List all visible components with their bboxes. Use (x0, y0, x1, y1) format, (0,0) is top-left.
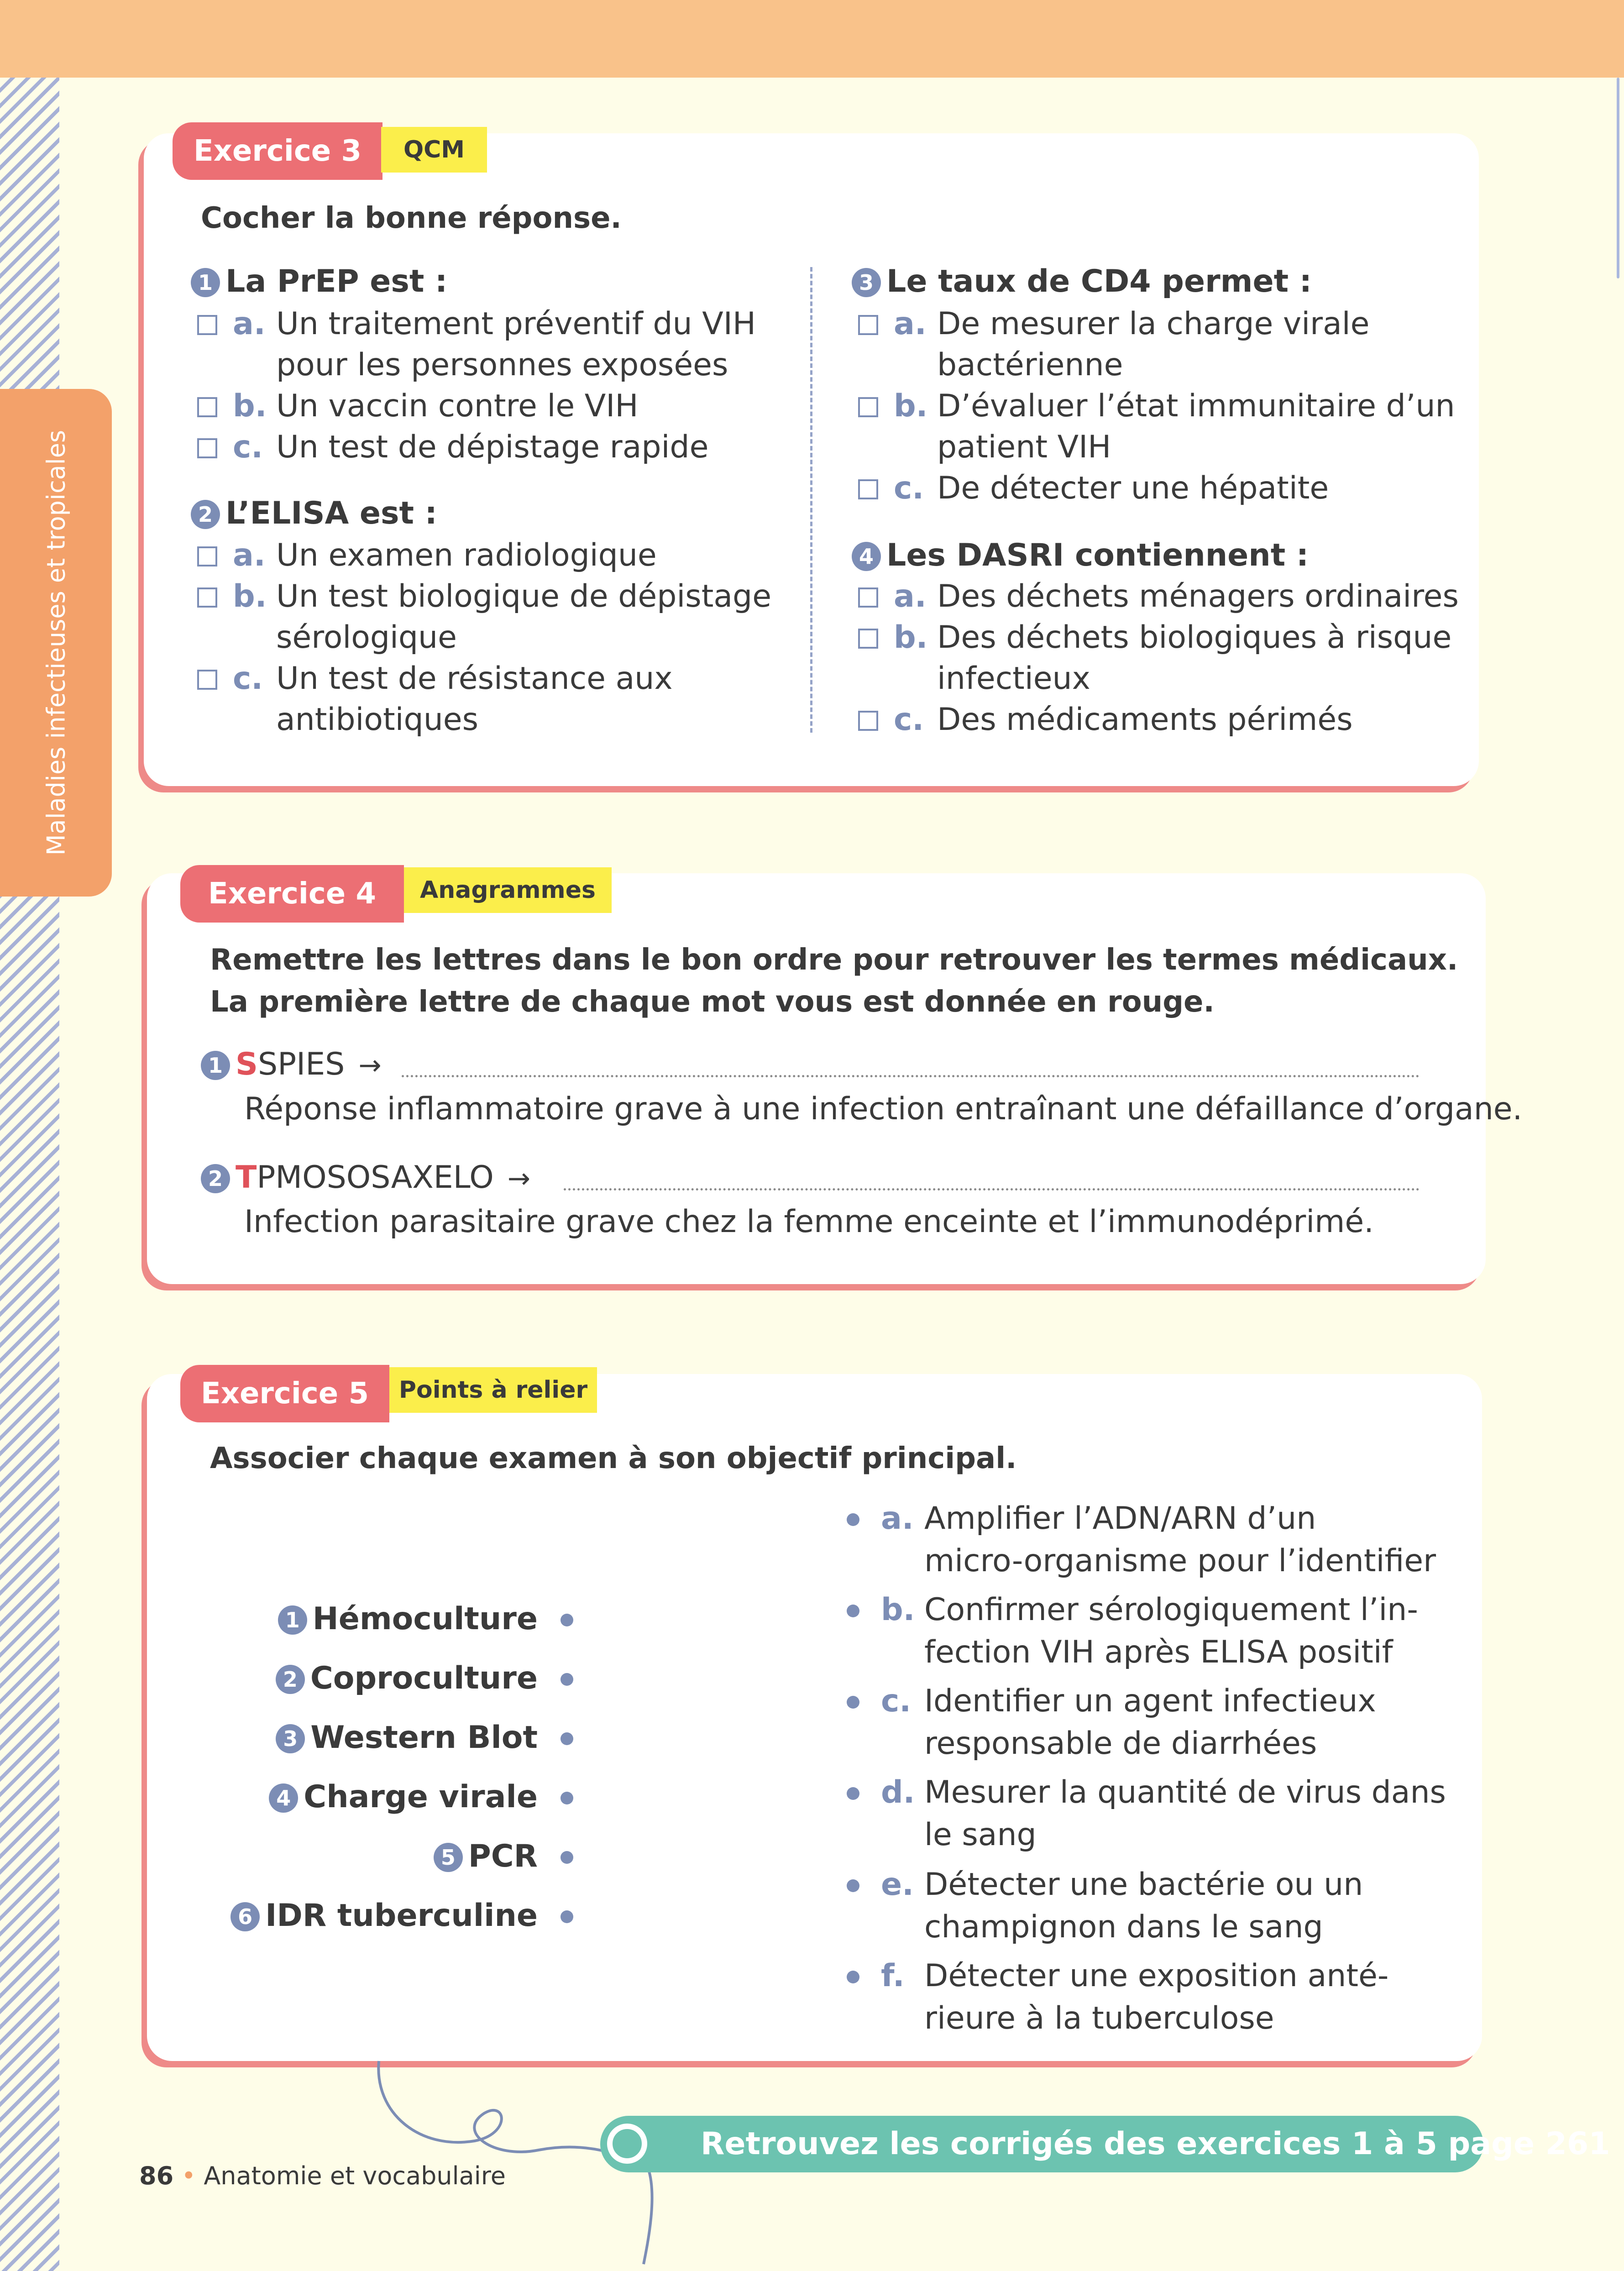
checkbox-q1-c[interactable] (197, 438, 217, 458)
exam-label: IDR tuberculine (265, 1898, 538, 1934)
option-text: pour les personnes exposées (276, 347, 728, 383)
option-text: Des déchets biologiques à risque (937, 619, 1452, 656)
arrow-right-icon: → (358, 1049, 382, 1081)
arrow-right-icon: → (507, 1163, 531, 1195)
connect-point-right-e[interactable] (847, 1879, 859, 1892)
option-text: antibiotiques (276, 702, 479, 738)
checkbox-q2-a[interactable] (197, 546, 217, 566)
option-text: Un examen radiologique (276, 537, 657, 573)
option-letter: b. (894, 388, 928, 424)
footer-separator: • (181, 2161, 196, 2190)
objective-letter: f. (881, 1958, 905, 1994)
anagram-first-letter: T (236, 1159, 257, 1196)
exam-number-badge: 3 (276, 1724, 305, 1753)
objective-text: fection VIH après ELISA positif (924, 1634, 1393, 1670)
book-title: Anatomie et vocabulaire (204, 2161, 506, 2190)
checkbox-q4-a[interactable] (858, 587, 878, 608)
objective-text: rieure à la tuberculose (924, 2000, 1274, 2036)
exercise-5-instruction: Associer chaque examen à son objectif principal. (210, 1442, 1017, 1475)
exercise-5-tag: Points à relier (389, 1367, 597, 1413)
exam-item-5 (434, 1836, 538, 1877)
exam-item-6 (231, 1895, 538, 1936)
anagram-definition: Réponse inflammatoire grave à une infection entraînant une défaillance d’organe. (244, 1091, 1523, 1127)
exam-item-2 (276, 1658, 538, 1699)
answer-line-1[interactable] (402, 1075, 1420, 1077)
answer-line-2[interactable] (564, 1188, 1420, 1191)
option-text: Un test de résistance aux (276, 661, 673, 697)
option-letter: a. (233, 537, 266, 573)
question-4 (852, 535, 1309, 576)
option-letter: c. (894, 470, 924, 506)
page-footer (139, 2161, 506, 2190)
exam-label: Charge virale (304, 1779, 538, 1815)
option-text: De détecter une hépatite (937, 470, 1329, 506)
objective-text: Amplifier l’ADN/ARN d’un (924, 1500, 1316, 1537)
option-text: Un test de dépistage rapide (276, 429, 709, 465)
option-text: Un vaccin contre le VIH (276, 388, 639, 424)
objective-text: micro-organisme pour l’identifier (924, 1543, 1436, 1579)
exam-item-4 (269, 1777, 538, 1818)
question-number-badge: 2 (191, 500, 220, 529)
connect-point-right-f[interactable] (847, 1971, 859, 1983)
objective-letter: c. (881, 1683, 912, 1719)
exercise-4-tab: Exercice 4 (180, 865, 404, 923)
option-letter: a. (233, 306, 266, 342)
question-title: L’ELISA est : (225, 495, 437, 531)
objective-letter: e. (881, 1867, 914, 1903)
exam-number-badge: 5 (434, 1843, 463, 1872)
exam-number-badge: 1 (278, 1605, 307, 1635)
answers-banner: Retrouvez les corrigés des exercices 1 à 5 page 261 (600, 2116, 1483, 2172)
option-text: De mesurer la charge virale (937, 306, 1370, 342)
exam-item-3 (276, 1717, 538, 1758)
anagram-number-badge: 2 (201, 1164, 230, 1193)
objective-text: responsable de diarrhées (924, 1726, 1317, 1762)
option-letter: b. (233, 388, 267, 424)
exercise-4-instruction: Remettre les lettres dans le bon ordre pour retrouver les termes médicaux. (210, 943, 1458, 977)
question-number-badge: 1 (191, 268, 220, 297)
top-bar (0, 0, 1624, 78)
exam-label: Hémoculture (312, 1601, 538, 1637)
option-text: Des déchets ménagers ordinaires (937, 578, 1459, 614)
anagram-1 (201, 1044, 382, 1086)
objective-letter: b. (881, 1592, 915, 1628)
exam-number-badge: 6 (231, 1902, 260, 1931)
connect-point-left-2[interactable] (561, 1673, 573, 1686)
objective-letter: d. (881, 1774, 915, 1810)
option-letter: a. (894, 306, 927, 342)
exam-label: PCR (468, 1838, 538, 1874)
connect-point-right-a[interactable] (847, 1513, 859, 1526)
anagram-2 (201, 1157, 530, 1199)
exercise-4-tag: Anagrammes (404, 867, 612, 913)
chapter-side-tab (0, 389, 112, 897)
option-letter: c. (233, 429, 263, 465)
page-number: 86 (139, 2161, 174, 2190)
objective-letter: a. (881, 1500, 914, 1537)
ring-icon (607, 2124, 647, 2164)
option-text: sérologique (276, 619, 457, 656)
exercise-3-tag: QCM (381, 127, 487, 173)
checkbox-q2-b[interactable] (197, 587, 217, 608)
connect-point-left-4[interactable] (561, 1792, 573, 1804)
connect-point-right-d[interactable] (847, 1787, 859, 1800)
exam-number-badge: 4 (269, 1783, 298, 1813)
objective-text: Détecter une exposition anté- (924, 1958, 1389, 1994)
question-title: Les DASRI contiennent : (886, 537, 1309, 573)
exam-item-1 (278, 1599, 538, 1640)
exercise-3-tab: Exercice 3 (173, 122, 382, 180)
question-number-badge: 4 (852, 542, 881, 571)
connect-point-left-1[interactable] (561, 1614, 573, 1626)
option-text: patient VIH (937, 429, 1111, 465)
objective-text: Identifier un agent infectieux (924, 1683, 1376, 1719)
question-title: La PrEP est : (225, 263, 448, 299)
option-text: D’évaluer l’état immunitaire d’un (937, 388, 1455, 424)
option-text: Un traitement préventif du VIH (276, 306, 756, 342)
option-letter: c. (233, 661, 263, 697)
question-2 (191, 493, 437, 534)
option-text: bactérienne (937, 347, 1123, 383)
checkbox-q3-a[interactable] (858, 315, 878, 335)
checkbox-q1-b[interactable] (197, 397, 217, 417)
exam-label: Western Blot (310, 1720, 538, 1756)
exam-number-badge: 2 (276, 1665, 305, 1694)
anagram-letters: PMOSOSAXELO (257, 1159, 494, 1196)
connect-point-left-6[interactable] (561, 1910, 573, 1923)
anagram-letters: SPIES (257, 1046, 345, 1082)
connect-point-right-b[interactable] (847, 1605, 859, 1617)
option-letter: b. (894, 619, 928, 656)
connect-point-left-3[interactable] (561, 1732, 573, 1745)
checkbox-q3-c[interactable] (858, 479, 878, 499)
exam-label: Coproculture (310, 1660, 538, 1696)
option-text: Des médicaments périmés (937, 702, 1353, 738)
objective-text: Mesurer la quantité de virus dans (924, 1774, 1446, 1810)
objective-text: le sang (924, 1817, 1037, 1853)
checkbox-q3-b[interactable] (858, 397, 878, 417)
anagram-definition: Infection parasitaire grave chez la femme enceinte et l’immunodéprimé. (244, 1204, 1374, 1240)
question-title: Le taux de CD4 permet : (886, 263, 1312, 299)
column-divider (810, 267, 812, 733)
chapter-side-tab-label: Maladies infectieuses et tropicales (42, 430, 70, 856)
anagram-number-badge: 1 (201, 1051, 230, 1080)
connect-point-left-5[interactable] (561, 1851, 573, 1864)
option-letter: c. (894, 702, 924, 738)
question-3 (852, 261, 1312, 302)
objective-text: Confirmer sérologiquement l’in- (924, 1592, 1418, 1628)
question-number-badge: 3 (852, 268, 881, 297)
objective-text: champignon dans le sang (924, 1909, 1323, 1945)
anagram-first-letter: S (236, 1046, 258, 1082)
exercise-4-instruction: La première lettre de chaque mot vous est donnée en rouge. (210, 985, 1215, 1019)
page-edge-line (1617, 78, 1619, 278)
connect-point-right-c[interactable] (847, 1696, 859, 1709)
exercise-5-tab: Exercice 5 (180, 1365, 389, 1422)
objective-text: Détecter une bactérie ou un (924, 1867, 1363, 1903)
option-text: infectieux (937, 661, 1090, 697)
checkbox-q4-c[interactable] (858, 711, 878, 731)
exercise-3-instruction: Cocher la bonne réponse. (201, 201, 622, 235)
question-1 (191, 261, 447, 302)
option-letter: a. (894, 578, 927, 614)
checkbox-q1-a[interactable] (197, 315, 217, 335)
checkbox-q2-c[interactable] (197, 670, 217, 690)
option-letter: b. (233, 578, 267, 614)
checkbox-q4-b[interactable] (858, 629, 878, 649)
option-text: Un test biologique de dépistage (276, 578, 772, 614)
